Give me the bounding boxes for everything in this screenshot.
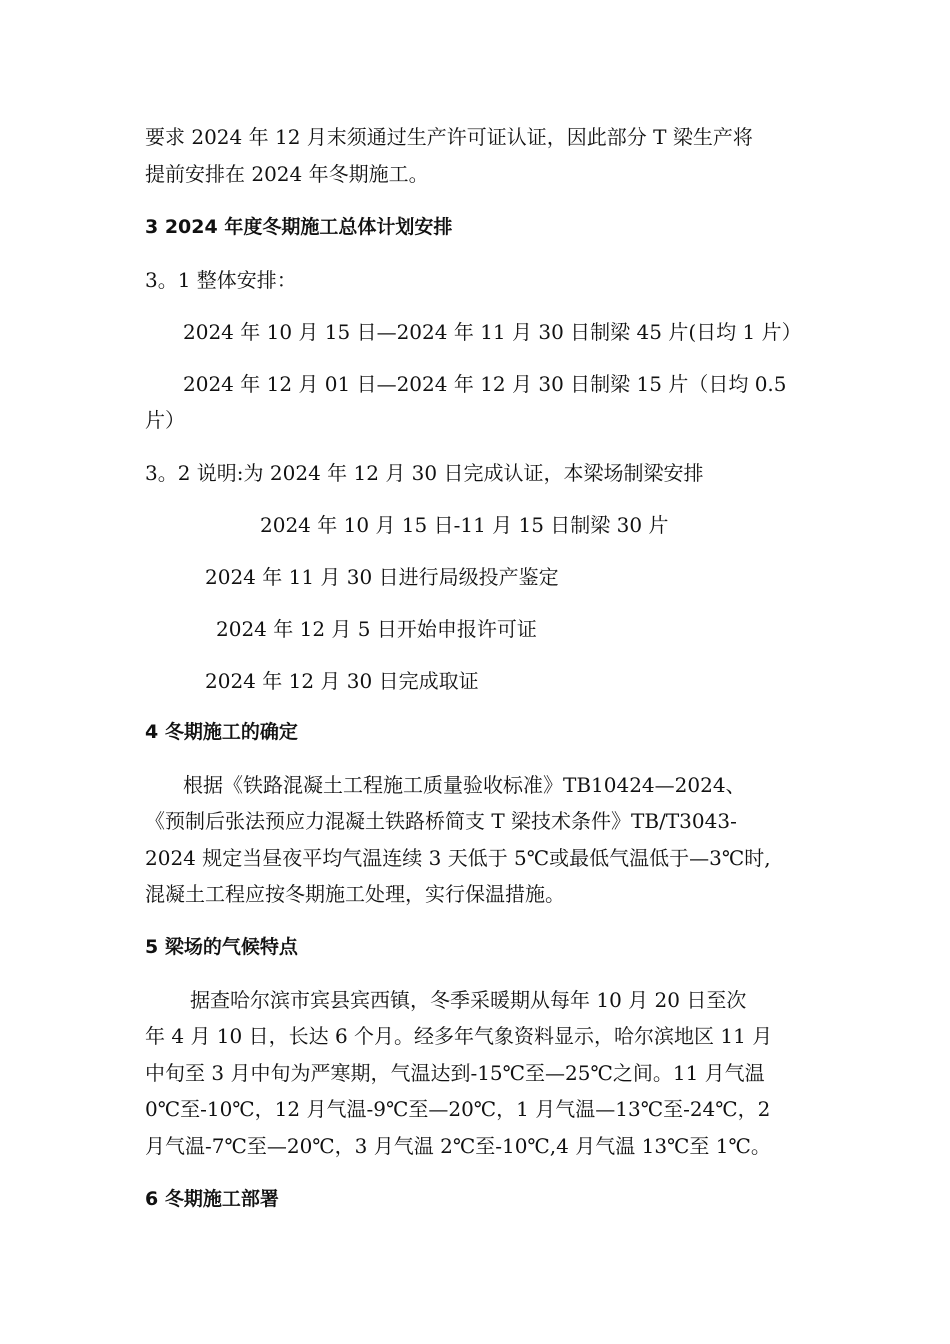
paragraph-line: 《预制后张法预应力混凝土铁路桥简支 T 梁技术条件》TB/T3043- bbox=[145, 809, 737, 833]
paragraph-line: 0℃至-10℃，12 月气温-9℃至—20℃，1 月气温—13℃至-24℃，2 bbox=[145, 1097, 771, 1121]
paragraph-line: 混凝土工程应按冬期施工处理，实行保温措施。 bbox=[145, 882, 565, 906]
paragraph-line: 据查哈尔滨市宾县宾西镇，冬季采暖期从每年 10 月 20 日至次 bbox=[190, 988, 747, 1012]
paragraph-line: 提前安排在 2024 年冬期施工。 bbox=[145, 162, 429, 186]
subsection-heading-3-1: 3。1 整体安排： bbox=[145, 268, 297, 292]
schedule-line: 2024 年 12 月 5 日开始申报许可证 bbox=[216, 617, 537, 641]
schedule-line: 片） bbox=[145, 408, 185, 432]
paragraph-line: 中旬至 3 月中旬为严寒期，气温达到-15℃至—25℃之间。11 月气温 bbox=[145, 1061, 765, 1085]
schedule-line: 2024 年 10 月 15 日—2024 年 11 月 30 日制梁 45 片(日均 1 片） bbox=[183, 320, 802, 344]
schedule-line: 2024 年 12 月 01 日—2024 年 12 月 30 日制梁 15 片（日均 0.5 bbox=[183, 372, 787, 396]
paragraph-line: 月气温-7℃至—20℃，3 月气温 2℃至-10℃,4 月气温 13℃至 1℃。 bbox=[145, 1134, 771, 1158]
section-heading-4: 4 冬期施工的确定 bbox=[145, 721, 298, 743]
paragraph-line: 年 4 月 10 日，长达 6 个月。经多年气象资料显示，哈尔滨地区 11 月 bbox=[145, 1024, 773, 1048]
schedule-line: 2024 年 10 月 15 日-11 月 15 日制梁 30 片 bbox=[260, 513, 669, 537]
paragraph-line: 要求 2024 年 12 月末须通过生产许可证认证，因此部分 T 梁生产将 bbox=[145, 125, 753, 149]
paragraph-line: 2024 规定当昼夜平均气温连续 3 天低于 5℃或最低气温低于—3℃时, bbox=[145, 846, 771, 870]
section-heading-5: 5 梁场的气候特点 bbox=[145, 936, 298, 958]
schedule-line: 2024 年 12 月 30 日完成取证 bbox=[205, 669, 479, 693]
schedule-line: 2024 年 11 月 30 日进行局级投产鉴定 bbox=[205, 565, 559, 589]
paragraph-line: 根据《铁路混凝土工程施工质量验收标准》TB10424—2024、 bbox=[183, 773, 746, 797]
section-heading-6: 6 冬期施工部署 bbox=[145, 1188, 279, 1210]
subsection-heading-3-2: 3。2 说明:为 2024 年 12 月 30 日完成认证，本梁场制梁安排 bbox=[145, 461, 704, 485]
section-heading-3: 3 2024 年度冬期施工总体计划安排 bbox=[145, 216, 453, 238]
